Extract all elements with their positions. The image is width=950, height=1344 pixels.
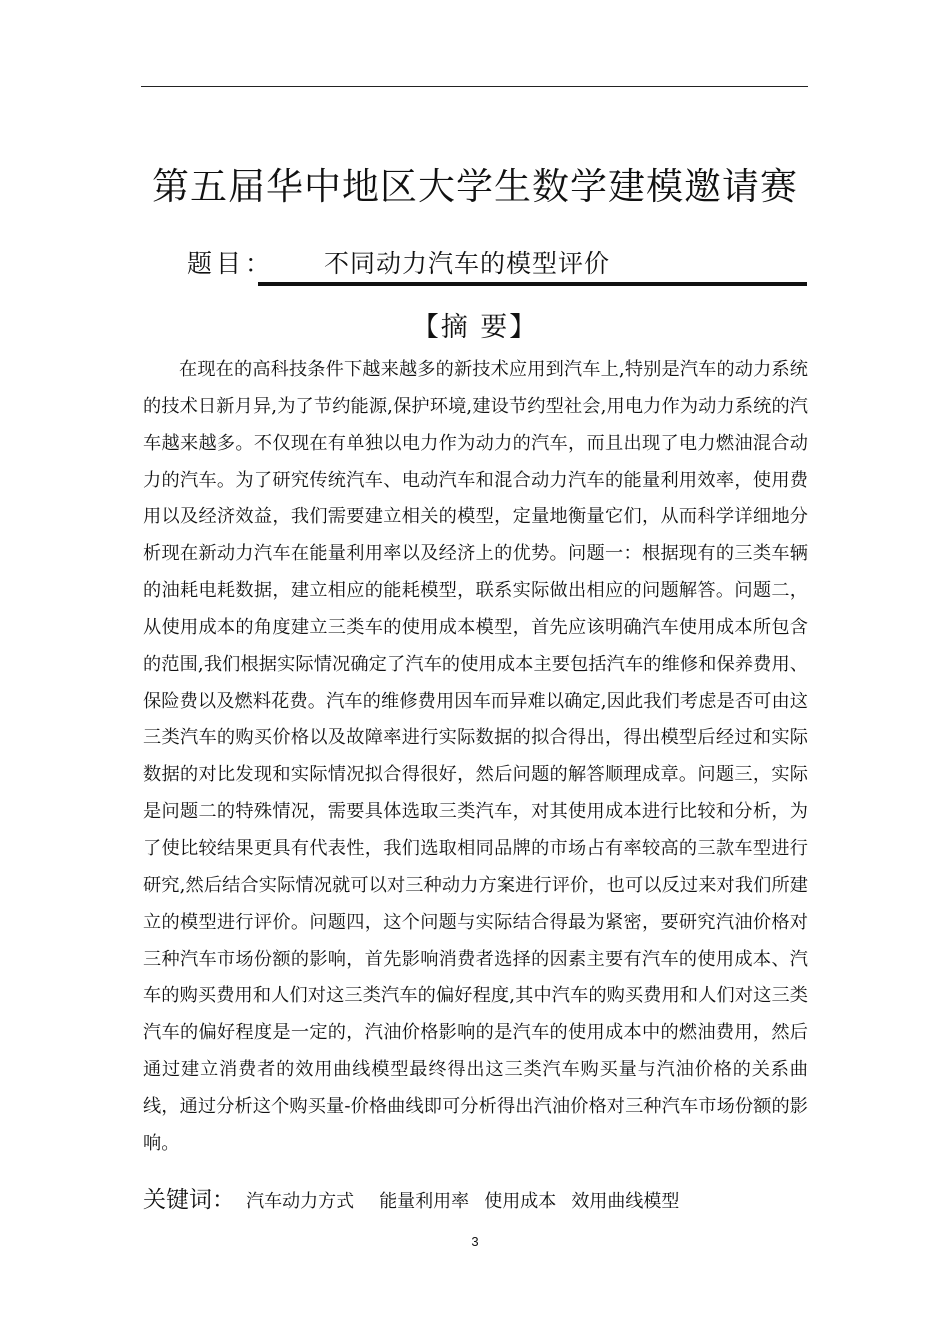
abstract-heading: 【摘 要】: [411, 312, 539, 343]
page-number: 3: [471, 1234, 479, 1249]
topic-value: 不同动力汽车的模型评价: [324, 249, 611, 278]
topic-label: 题目：: [187, 249, 275, 278]
topic-row: [187, 244, 807, 288]
keyword-item: 效用曲线模型: [571, 1191, 680, 1212]
topic-value-underline: [258, 244, 807, 286]
keywords-row: [143, 1181, 808, 1217]
keywords-label: 关键词：: [143, 1187, 235, 1213]
keyword-item: 使用成本: [484, 1191, 557, 1212]
main-title: 第五届华中地区大学生数学建模邀请赛: [152, 165, 798, 208]
keyword-item: 汽车动力方式: [246, 1191, 355, 1212]
abstract-body: 在现在的高科技条件下越来越多的新技术应用到汽车上,特别是汽车的动力系统的技术日新月异,为了节约能源,保护环境,建设节约型社会,用电力作为动力系统的汽车越来越多。不仅现在有单独以电力作为动力的汽车，而且出现了电力燃油混合动力的汽车。为了研究传统汽车、电动汽车和混合动力汽车的能量利用效率，使用费用以及经济效益，我们需要建立相关的模型，定量地衡量它们，从而科学详细地分析现在新动力汽车在能量利用率以及经济上的优势。问题一：根据现有的三类车辆的油耗电耗数据，建立相应的能耗模型，联系实际做出相应的问题解答。问题二，从使用成本的角度建立三类车的使用成本模型，首先应该明确汽车使用成本所包含的范围,我们根据实际情况确定了汽车的使用成本主要包括汽车的维修和保养费用、保险费以及燃料花费。汽车的维修费用因车而异难以确定,因此我们考虑是否可由这三类汽车的购买价格以及故障率进行实际数据的拟合得出，得出模型后经过和实际数据的对比发现和实际情况拟合得很好，然后问题的解答顺理成章。问题三，实际是问题二的特殊情况，需要具体选取三类汽车，对其使用成本进行比较和分析，为了使比较结果更具有代表性，我们选取相同品牌的市场占有率较高的三款车型进行研究,然后结合实际情况就可以对三种动力方案进行评价，也可以反过来对我们所建立的模型进行评价。问题四，这个问题与实际结合得最为紧密，要研究汽油价格对三种汽车市场份额的影响，首先影响消费者选择的因素主要有汽车的使用成本、汽车的购买费用和人们对这三类汽车的偏好程度,其中汽车的购买费用和人们对这三类汽车的偏好程度是一定的，汽油价格影响的是汽车的使用成本中的燃油费用，然后通过建立消费者的效用曲线模型最终得出这三类汽车购买量与汽油价格的关系曲线，通过分析这个购买量-价格曲线即可分析得出汽油价格对三种汽车市场份额的影响。: [143, 359, 808, 1154]
keyword-item: 能量利用率: [379, 1191, 470, 1212]
header-rule: [141, 86, 808, 87]
